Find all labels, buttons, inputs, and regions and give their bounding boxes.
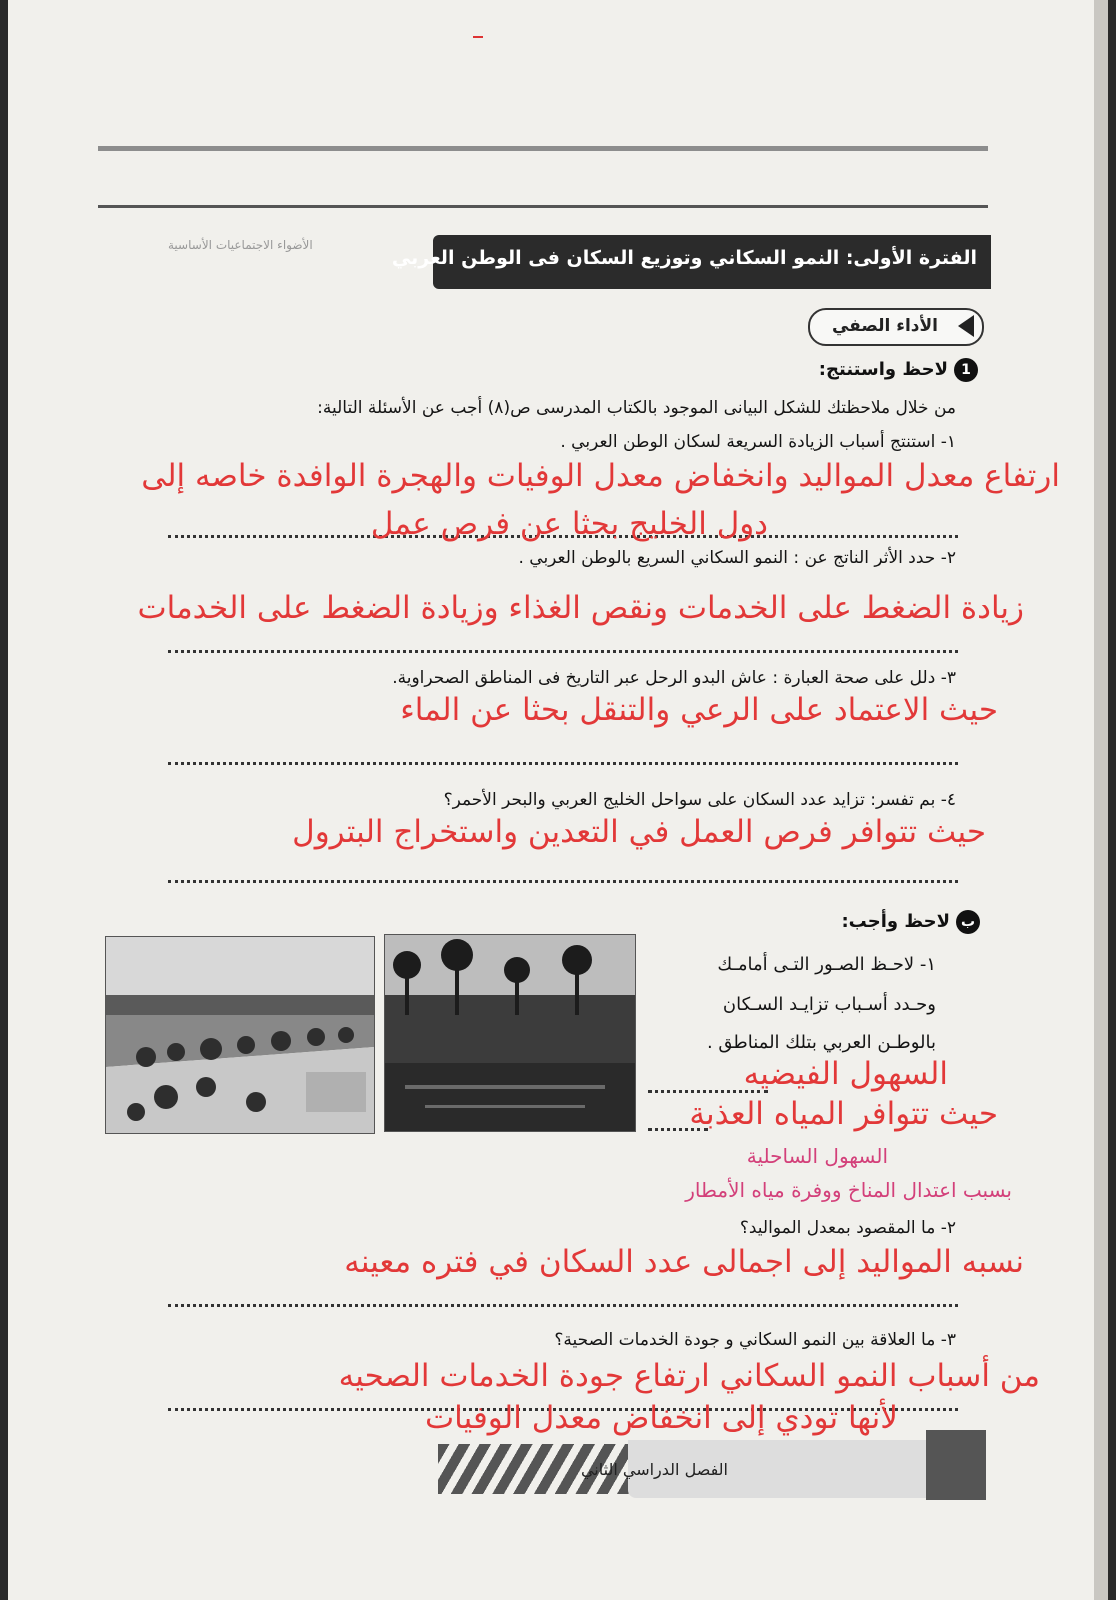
q3-answer: حيث الاعتماد على الرعي والتنقل بحثا عن الماء bbox=[400, 692, 998, 728]
answer-dots bbox=[168, 1304, 958, 1307]
coastal-photo bbox=[105, 936, 375, 1134]
s2-q2-answer: نسبه المواليد إلى اجمالى عدد السكان في فتره معينه bbox=[344, 1244, 1024, 1280]
s2-q1-answer-line4: بسبب اعتدال المناخ ووفرة مياه الأمطار bbox=[685, 1178, 1012, 1202]
lesson-title: الفترة الأولى: النمو السكاني وتوزيع السكان فى الوطن العربي bbox=[391, 247, 977, 269]
s2-q3-answer-line2: لأنها تودي إلى انخفاض معدل الوفيات bbox=[424, 1400, 898, 1436]
top-rule bbox=[98, 146, 988, 151]
lesson-header-bar bbox=[391, 235, 991, 289]
s2-q1-line3: بالوطـن العربي بتلك المناطق . bbox=[706, 1032, 936, 1053]
q3-text: ٣- دلل على صحة العبارة : عاش البدو الرحل عبر التاريخ فى المناطق الصحراوية. bbox=[392, 668, 956, 688]
top-rule-thin bbox=[98, 205, 988, 208]
footer-page-tab bbox=[926, 1430, 986, 1500]
pill-arrow-icon bbox=[958, 315, 974, 337]
q2-text: ٢- حدد الأثر الناتج عن : النمو السكاني السريع بالوطن العربي . bbox=[518, 548, 956, 568]
s2-q1-line2: وحـدد أسـباب تزايـد السـكان bbox=[722, 994, 936, 1015]
s2-q1-answer-line2: حيث تتوافر المياه العذبة bbox=[689, 1096, 998, 1132]
section2-heading bbox=[841, 910, 980, 934]
s2-q3-answer-line1: من أسباب النمو السكاني ارتفاع جودة الخدمات الصحيه bbox=[338, 1358, 1040, 1394]
q1-text: ١- استنتج أسباب الزيادة السريعة لسكان الوطن العربي . bbox=[560, 432, 956, 452]
section1-intro: من خلال ملاحظتك للشكل البيانى الموجود بالكتاب المدرسى ص(٨) أجب عن الأسئلة التالية: bbox=[317, 398, 956, 418]
section1-number: 1 bbox=[954, 358, 978, 382]
answer-dots bbox=[168, 880, 958, 883]
section2-number: ب bbox=[956, 910, 980, 934]
section-pill bbox=[808, 308, 984, 346]
faded-header-text: الأضواء الاجتماعيات الأساسية bbox=[168, 238, 313, 252]
q4-text: ٤- بم تفسر: تزايد عدد السكان على سواحل الخليج العربي والبحر الأحمر؟ bbox=[443, 790, 956, 810]
answer-dots bbox=[168, 650, 958, 653]
q2-answer: زيادة الضغط على الخدمات ونقص الغذاء وزيادة الضغط على الخدمات bbox=[137, 590, 1024, 626]
q4-answer: حيث تتوافر فرص العمل في التعدين واستخراج البترول bbox=[292, 814, 986, 850]
section1-heading-text: لاحظ واستنتج: bbox=[818, 359, 948, 380]
section-pill-label: الأداء الصفي bbox=[831, 316, 938, 336]
answer-dots bbox=[168, 762, 958, 765]
s2-q1-answer-line1: السهول الفيضيه bbox=[743, 1056, 948, 1092]
stray-mark bbox=[473, 36, 483, 38]
section1-heading bbox=[819, 358, 978, 382]
s2-q3-text: ٣- ما العلاقة بين النمو السكاني و جودة الخدمات الصحية؟ bbox=[554, 1330, 956, 1350]
s2-q1-line1: ١- لاحـظ الصـور التـى أمامـك bbox=[717, 954, 936, 975]
river-photo bbox=[384, 934, 636, 1132]
q1-answer-line2: دول الخليج بحثا عن فرص عمل bbox=[370, 506, 768, 542]
s2-q1-answer-line3: السهول الساحلية bbox=[746, 1144, 888, 1168]
footer-label: الفصل الدراسي الثاني bbox=[580, 1460, 728, 1479]
section2-heading-text: لاحظ وأجب: bbox=[841, 911, 950, 932]
s2-q2-text: ٢- ما المقصود بمعدل المواليد؟ bbox=[739, 1218, 956, 1238]
page-edge bbox=[1094, 0, 1108, 1600]
q1-answer-line1: ارتفاع معدل المواليد وانخفاض معدل الوفيات والهجرة الوافدة خاصه إلى bbox=[141, 458, 1060, 494]
workbook-page bbox=[8, 0, 1108, 1600]
